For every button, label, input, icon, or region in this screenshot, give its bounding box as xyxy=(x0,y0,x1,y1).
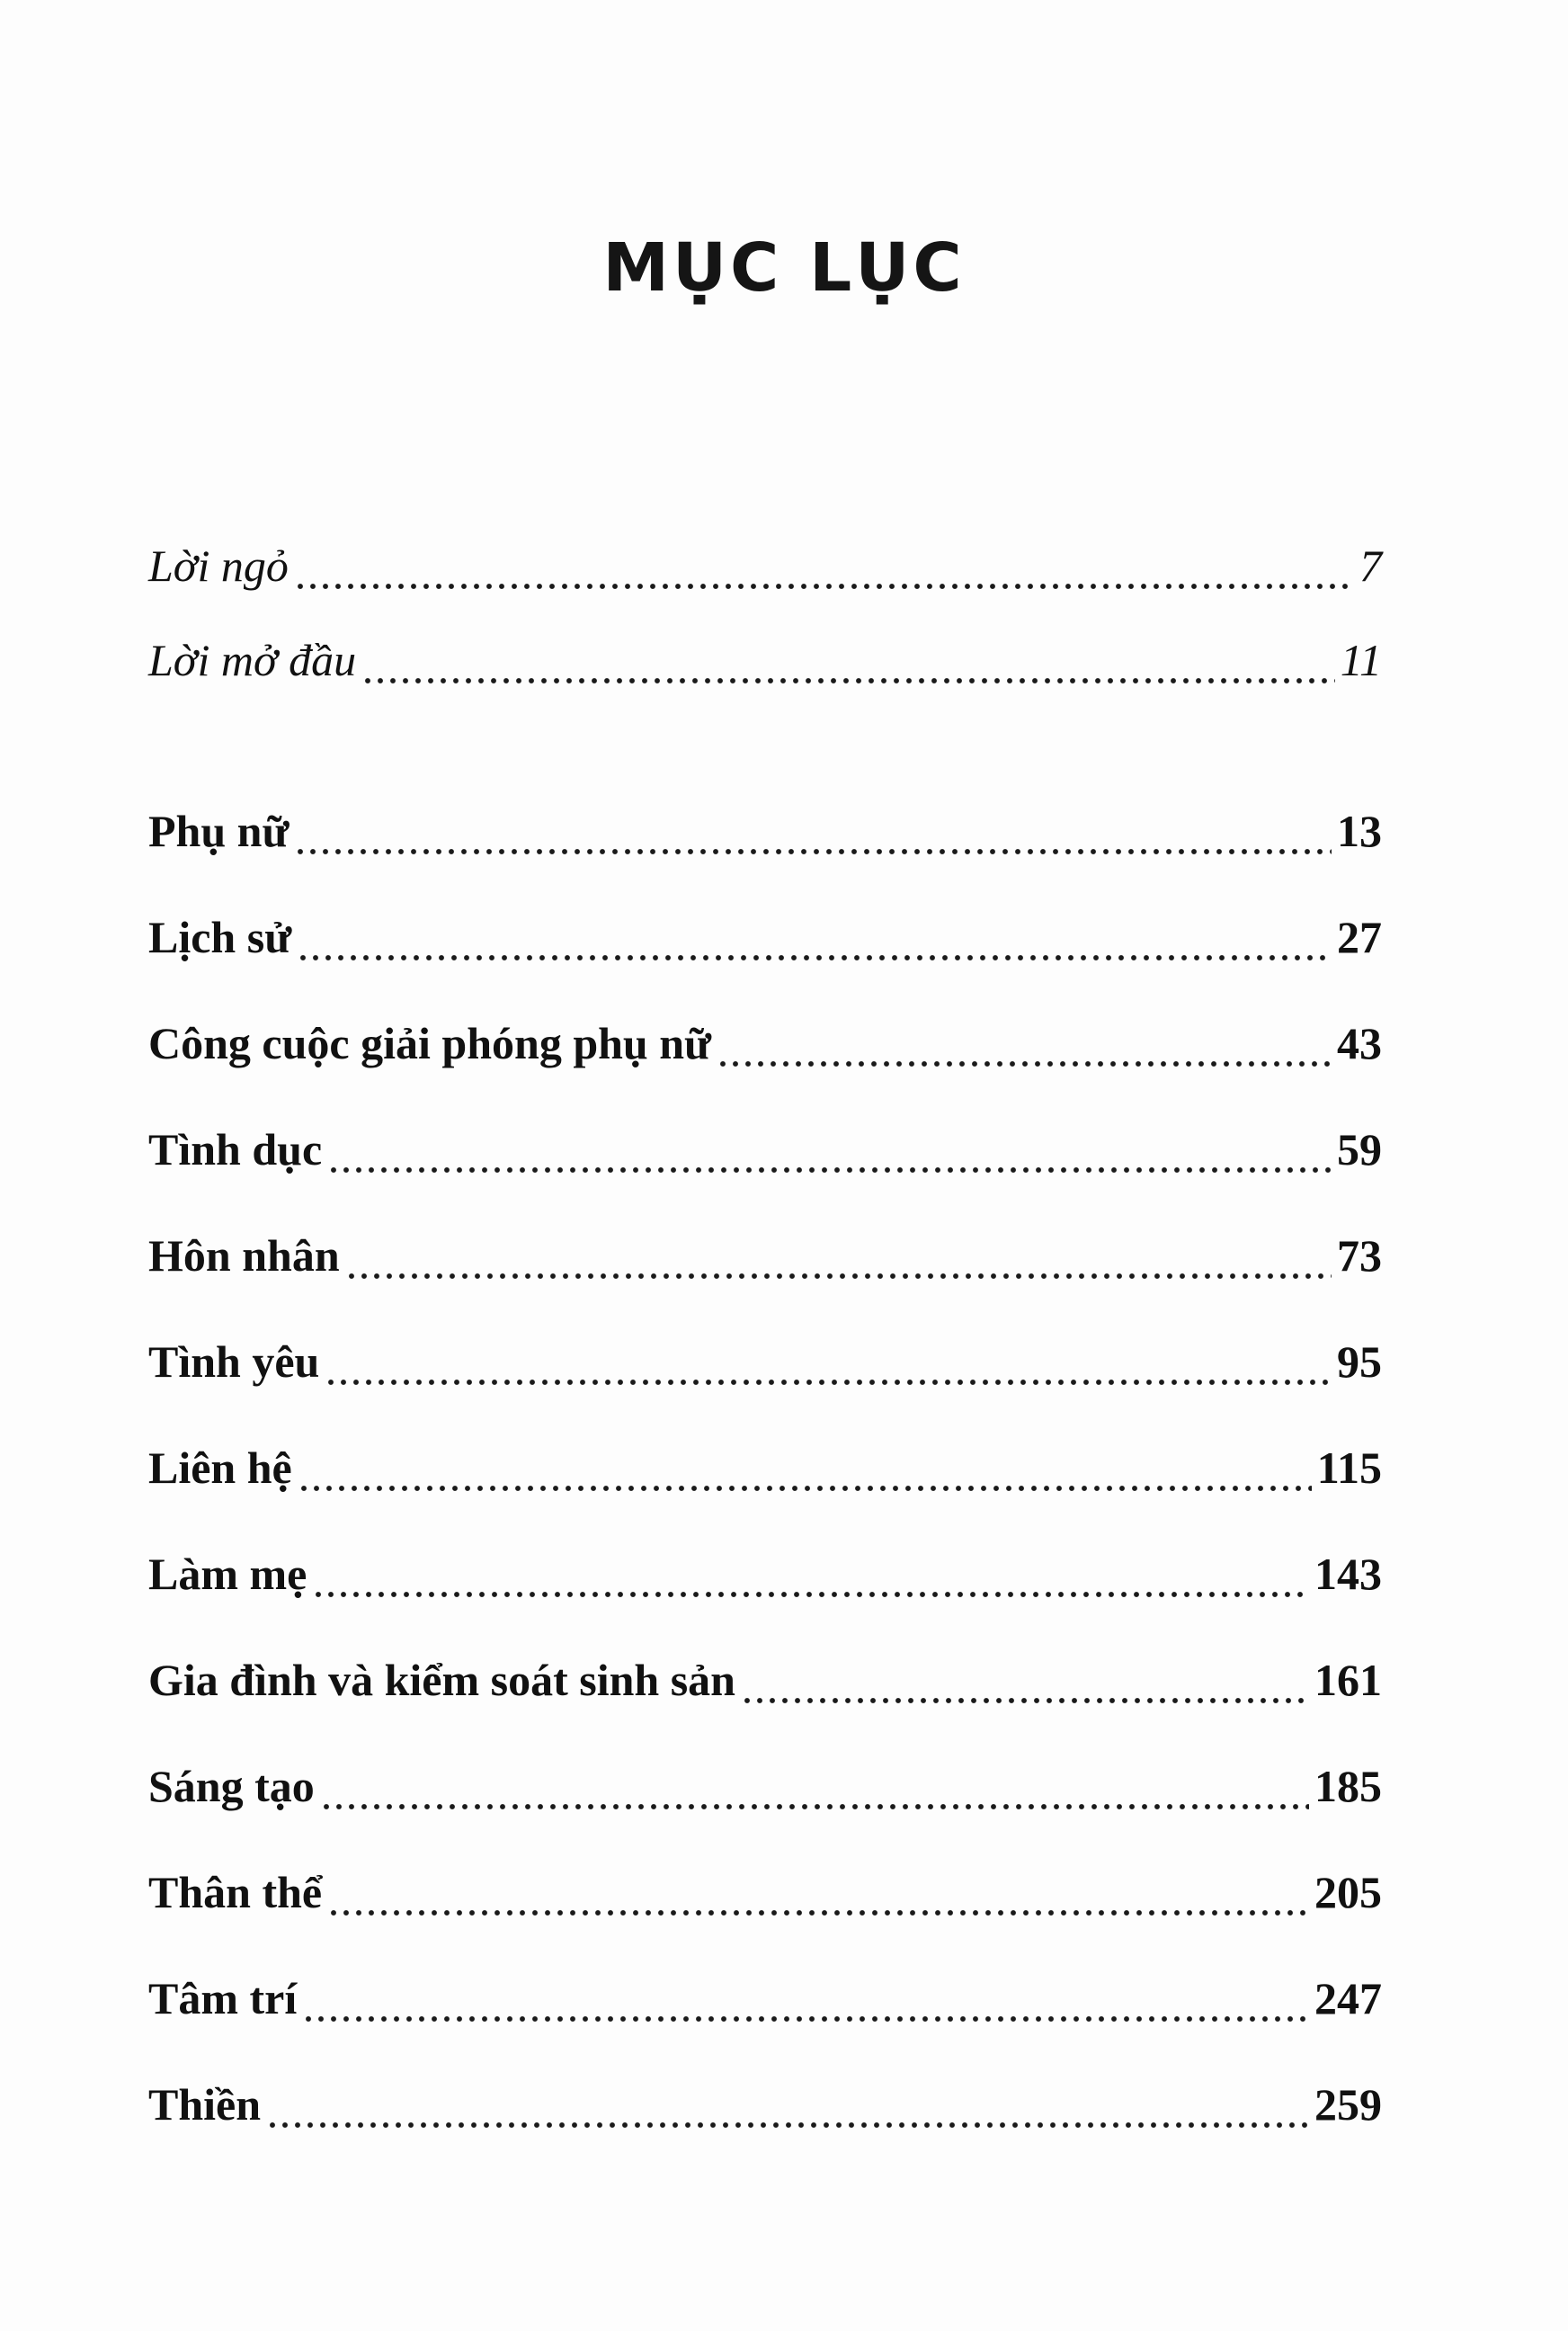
dot-leader xyxy=(297,954,1332,961)
toc-entry-page: 185 xyxy=(1314,1761,1382,1811)
toc-entry-label: Liên hệ xyxy=(148,1442,292,1493)
toc-entry xyxy=(148,1017,1382,1089)
dot-leader xyxy=(361,677,1335,684)
dot-leader xyxy=(294,583,1354,590)
toc-entry xyxy=(148,1229,1382,1301)
toc-entry xyxy=(148,1548,1382,1620)
toc-entry-page: 27 xyxy=(1337,912,1382,962)
toc-entry-page: 43 xyxy=(1337,1018,1382,1068)
toc-entry xyxy=(148,1654,1382,1726)
toc-entry-page: 115 xyxy=(1316,1442,1382,1493)
toc-entry-page: 143 xyxy=(1314,1549,1382,1599)
dot-leader xyxy=(327,1166,1332,1174)
toc-entry-label: Công cuộc giải phóng phụ nữ xyxy=(148,1018,712,1068)
toc-entry xyxy=(148,1760,1382,1832)
toc-entry-page: 161 xyxy=(1314,1655,1382,1705)
toc-entry-page: 247 xyxy=(1314,1973,1382,2023)
toc-entry-label: Lời ngỏ xyxy=(148,540,289,591)
toc-entry-page: 7 xyxy=(1359,540,1382,591)
toc-entry-label: Hôn nhân xyxy=(148,1230,340,1281)
dot-leader xyxy=(717,1060,1332,1067)
page-title: MỤC LỤC xyxy=(602,229,966,307)
toc-entry-page: 13 xyxy=(1337,806,1382,856)
toc-entry-label: Lời mở đầu xyxy=(148,635,357,685)
toc-entry-label: Phụ nữ xyxy=(148,806,290,856)
toc-entry-label: Tâm trí xyxy=(148,1973,298,2023)
toc-entry-label: Lịch sử xyxy=(148,912,292,962)
toc-entry xyxy=(148,2078,1382,2150)
toc-entry-label: Thiền xyxy=(148,2079,262,2130)
toc-entry-page: 59 xyxy=(1337,1124,1382,1174)
toc-entry xyxy=(148,805,1382,877)
dot-leader xyxy=(345,1273,1332,1280)
toc-entry-page: 259 xyxy=(1314,2079,1382,2130)
toc-entry-page: 73 xyxy=(1337,1230,1382,1281)
dot-leader xyxy=(327,1909,1309,1916)
toc-entry-label: Tình yêu xyxy=(148,1336,320,1387)
toc-entry xyxy=(148,911,1382,983)
dot-leader xyxy=(741,1697,1309,1704)
dot-leader xyxy=(266,2121,1309,2129)
toc-entry-front xyxy=(148,634,1382,706)
toc-entry-front xyxy=(148,540,1382,612)
toc-entry xyxy=(148,1866,1382,1938)
toc-entry-page: 95 xyxy=(1337,1336,1382,1387)
dot-leader xyxy=(294,848,1332,855)
toc-entry xyxy=(148,1442,1382,1514)
dot-leader xyxy=(302,2015,1309,2023)
toc-entry-label: Tình dục xyxy=(148,1124,323,1174)
dot-leader xyxy=(298,1485,1312,1492)
toc-entry-page: 11 xyxy=(1340,635,1382,685)
toc-entry xyxy=(148,1335,1382,1407)
toc-entry-label: Làm mẹ xyxy=(148,1549,307,1599)
toc-entry-label: Sáng tạo xyxy=(148,1761,315,1811)
dot-leader xyxy=(312,1591,1309,1598)
toc-entry xyxy=(148,1972,1382,2044)
toc-entry-label: Thân thể xyxy=(148,1867,323,1917)
dot-leader xyxy=(325,1379,1332,1386)
dot-leader xyxy=(320,1803,1309,1810)
toc-entry-label: Gia đình và kiểm soát sinh sản xyxy=(148,1655,735,1705)
toc-entry-page: 205 xyxy=(1314,1867,1382,1917)
toc-entry xyxy=(148,1123,1382,1195)
